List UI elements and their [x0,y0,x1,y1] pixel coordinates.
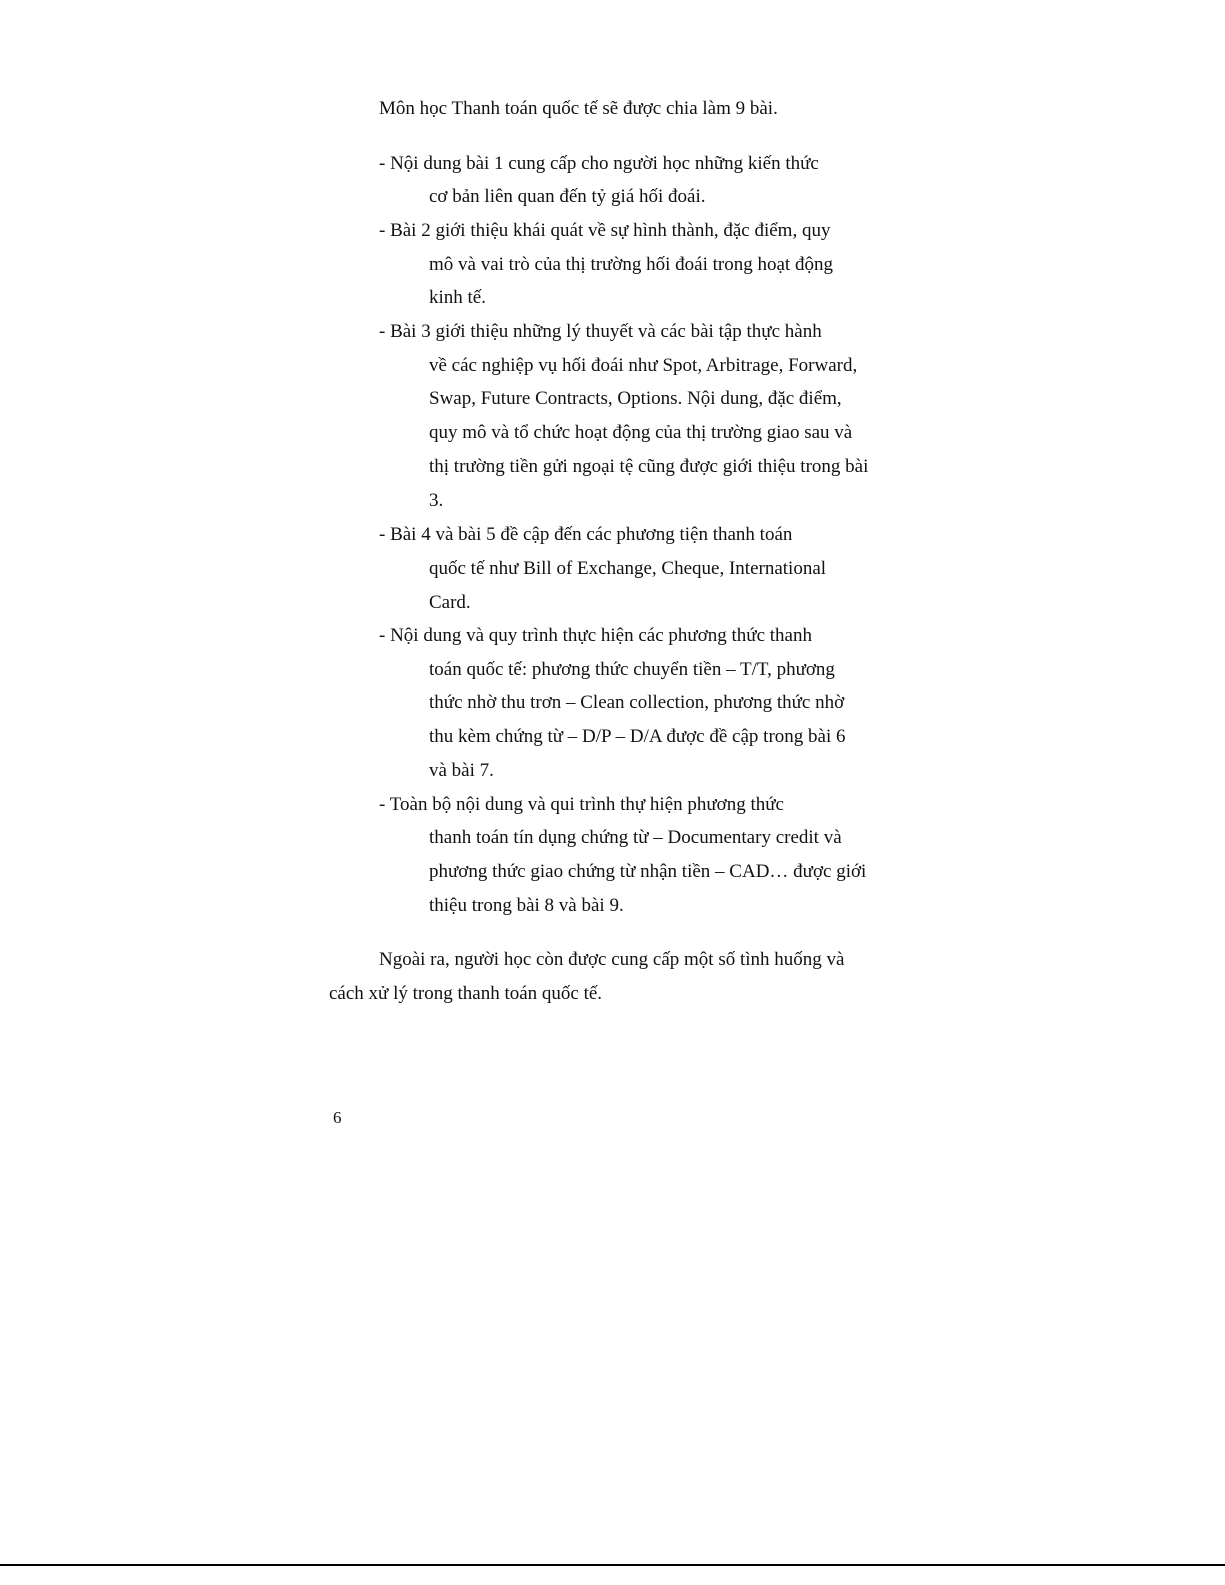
list-item-6-line-4: thiệu trong bài 8 và bài 9. [429,895,624,916]
list-item-4-line-2: quốc tế như Bill of Exchange, Cheque, International [429,558,827,579]
list-item-3-line-2: về các nghiệp vụ hối đoái như Spot, Arbitrage, Forward, [429,355,858,376]
list-item-5-line-2: toán quốc tế: phương thức chuyển tiền – T/T, phương [429,659,835,680]
list-item-5-line-3: thức nhờ thu trơn – Clean collection, phương thức nhờ [429,692,845,713]
list-item-5-line-1: - Nội dung và quy trình thực hiện các phương thức thanh [379,625,812,646]
list-item-4-line-1: - Bài 4 và bài 5 đề cập đến các phương tiện thanh toán [379,524,793,545]
list-item-6-line-1: - Toàn bộ nội dung và qui trình thự hiện phương thức [379,794,784,815]
closing-paragraph-line-1: Ngoài ra, người học còn được cung cấp một số tình huống và [379,949,845,970]
closing-paragraph-line-2: cách xử lý trong thanh toán quốc tế. [329,983,603,1004]
list-item-2-line-1: - Bài 2 giới thiệu khái quát về sự hình thành, đặc điểm, quy [379,220,831,241]
intro-paragraph: Môn học Thanh toán quốc tế sẽ được chia làm 9 bài. [379,98,778,119]
list-item-1-line-2: cơ bản liên quan đến tỷ giá hối đoái. [429,186,706,207]
list-item-4-line-3: Card. [429,592,471,613]
list-item-3-line-5: thị trường tiền gửi ngoại tệ cũng được giới thiệu trong bài [429,456,869,477]
list-item-5-line-4: thu kèm chứng từ – D/P – D/A được đề cập trong bài 6 [429,726,846,747]
page-number: 6 [333,1108,342,1127]
list-item-5-line-5: và bài 7. [429,760,494,781]
list-item-6-line-3: phương thức giao chứng từ nhận tiền – CAD… được giới [429,861,867,882]
list-item-3-line-3: Swap, Future Contracts, Options. Nội dung, đặc điểm, [429,388,842,409]
list-item-6-line-2: thanh toán tín dụng chứng từ – Documentary credit và [429,827,842,848]
list-item-3-line-1: - Bài 3 giới thiệu những lý thuyết và các bài tập thực hành [379,321,822,342]
list-item-2-line-2: mô và vai trò của thị trường hối đoái trong hoạt động [429,254,833,275]
list-item-3-line-6: 3. [429,490,444,511]
list-item-1-line-1: - Nội dung bài 1 cung cấp cho người học những kiến thức [379,153,819,174]
bottom-border-line [0,1564,1225,1566]
list-item-3-line-4: quy mô và tổ chức hoạt động của thị trường giao sau và [429,422,853,443]
list-item-2-line-3: kinh tế. [429,287,486,308]
